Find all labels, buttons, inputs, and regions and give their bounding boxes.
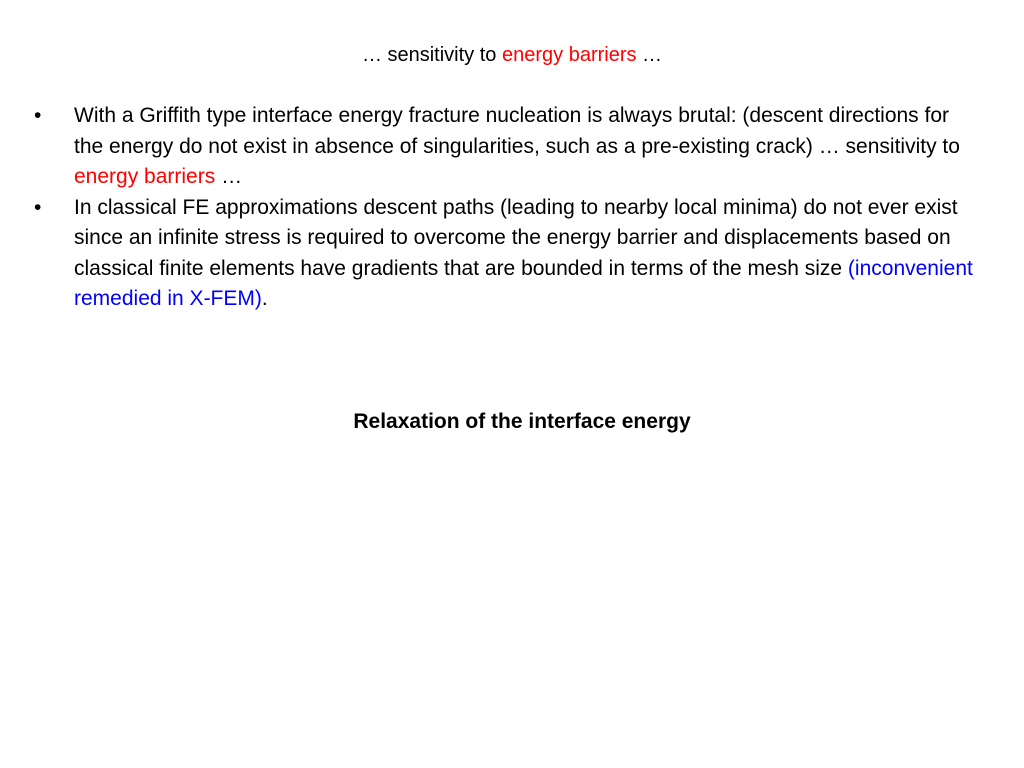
section-heading: Relaxation of the interface energy [353, 410, 691, 433]
bullet-suffix: . [261, 287, 268, 310]
bullet-text: With a Griffith type interface energy fracture nucleation is always brutal: (descent directions for the energy do not exist in absence of singularities, such as a pre-existing crack) … sensitivity to [74, 104, 960, 158]
bullet-text: In classical FE approximations descent paths (leading to nearby local minima) do not ever exist since an infinite stress is required to overcome the energy barrier and displacements based on classical finite elements have gradients that are bounded in terms of the mesh size [74, 195, 958, 280]
bullet-note: (inconvenient remedied in X-FEM) [74, 256, 973, 310]
bullet-item [34, 101, 979, 193]
bullet-highlight: energy barriers [74, 165, 216, 188]
bullet-item [34, 193, 979, 315]
slide-title [0, 42, 1024, 68]
slide-title-suffix: … [636, 44, 663, 66]
slide-title-highlight: energy barriers [501, 44, 637, 66]
slide-title-prefix: … sensitivity to [361, 44, 502, 66]
bullet-marker: • [34, 104, 42, 127]
bullet-marker: • [34, 195, 42, 219]
bullet-list [34, 101, 979, 315]
bullet-suffix: … [215, 165, 243, 188]
